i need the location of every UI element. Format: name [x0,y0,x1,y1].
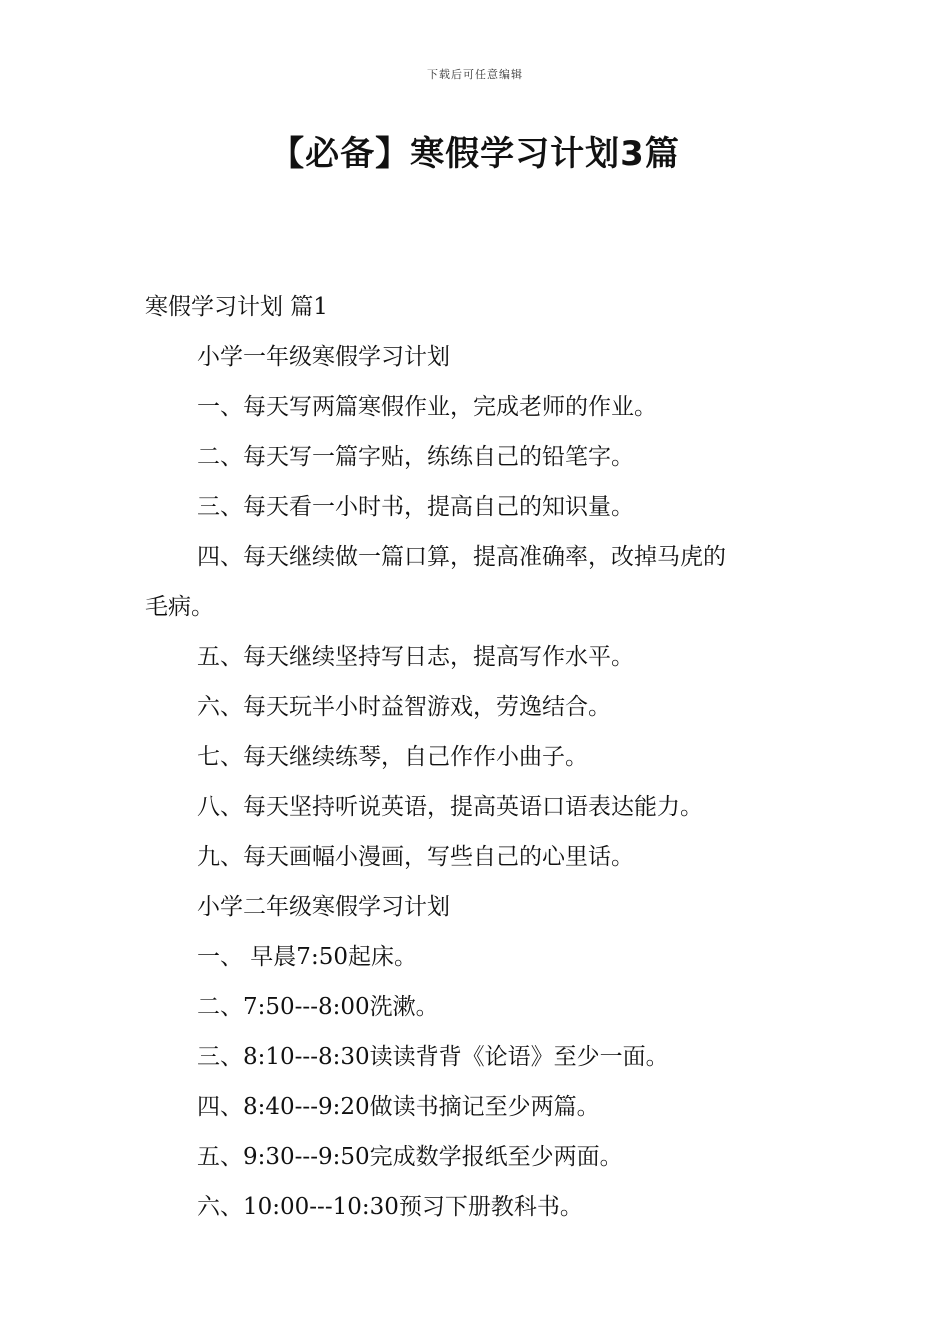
paragraph-line: 四、8:40---9:20做读书摘记至少两篇。 [197,1094,600,1120]
paragraph-line-continuation: 毛病。 [145,594,214,620]
section-heading: 寒假学习计划 篇1 [145,294,328,320]
paragraph-line: 九、每天画幅小漫画，写些自己的心里话。 [197,844,634,870]
paragraph-line: 三、8:10---8:30读读背背《论语》至少一面。 [197,1044,669,1070]
paragraph-line: 二、7:50---8:00洗漱。 [197,994,439,1020]
paragraph-line: 三、每天看一小时书，提高自己的知识量。 [197,494,634,520]
paragraph-line: 四、每天继续做一篇口算，提高准确率，改掉马虎的 [197,544,726,570]
paragraph-line: 五、9:30---9:50完成数学报纸至少两面。 [197,1144,623,1170]
paragraph-line: 五、每天继续坚持写日志，提高写作水平。 [197,644,634,670]
header-note: 下载后可任意编辑 [427,68,523,81]
document-body [145,282,810,1232]
paragraph-line: 一、 早晨7:50起床。 [197,944,417,970]
paragraph-line: 八、每天坚持听说英语，提高英语口语表达能力。 [197,794,703,820]
paragraph-line: 六、每天玩半小时益智游戏，劳逸结合。 [197,694,611,720]
paragraph-line: 小学一年级寒假学习计划 [197,344,450,370]
paragraph-line: 七、每天继续练琴，自己作作小曲子。 [197,744,588,770]
document-title: 【必备】寒假学习计划3篇 [270,134,680,174]
paragraph-line: 二、每天写一篇字贴，练练自己的铅笔字。 [197,444,634,470]
paragraph-line: 六、10:00---10:30预习下册教科书。 [197,1194,583,1220]
subsection-heading: 小学二年级寒假学习计划 [197,894,450,920]
paragraph-line: 一、每天写两篇寒假作业，完成老师的作业。 [197,394,657,420]
